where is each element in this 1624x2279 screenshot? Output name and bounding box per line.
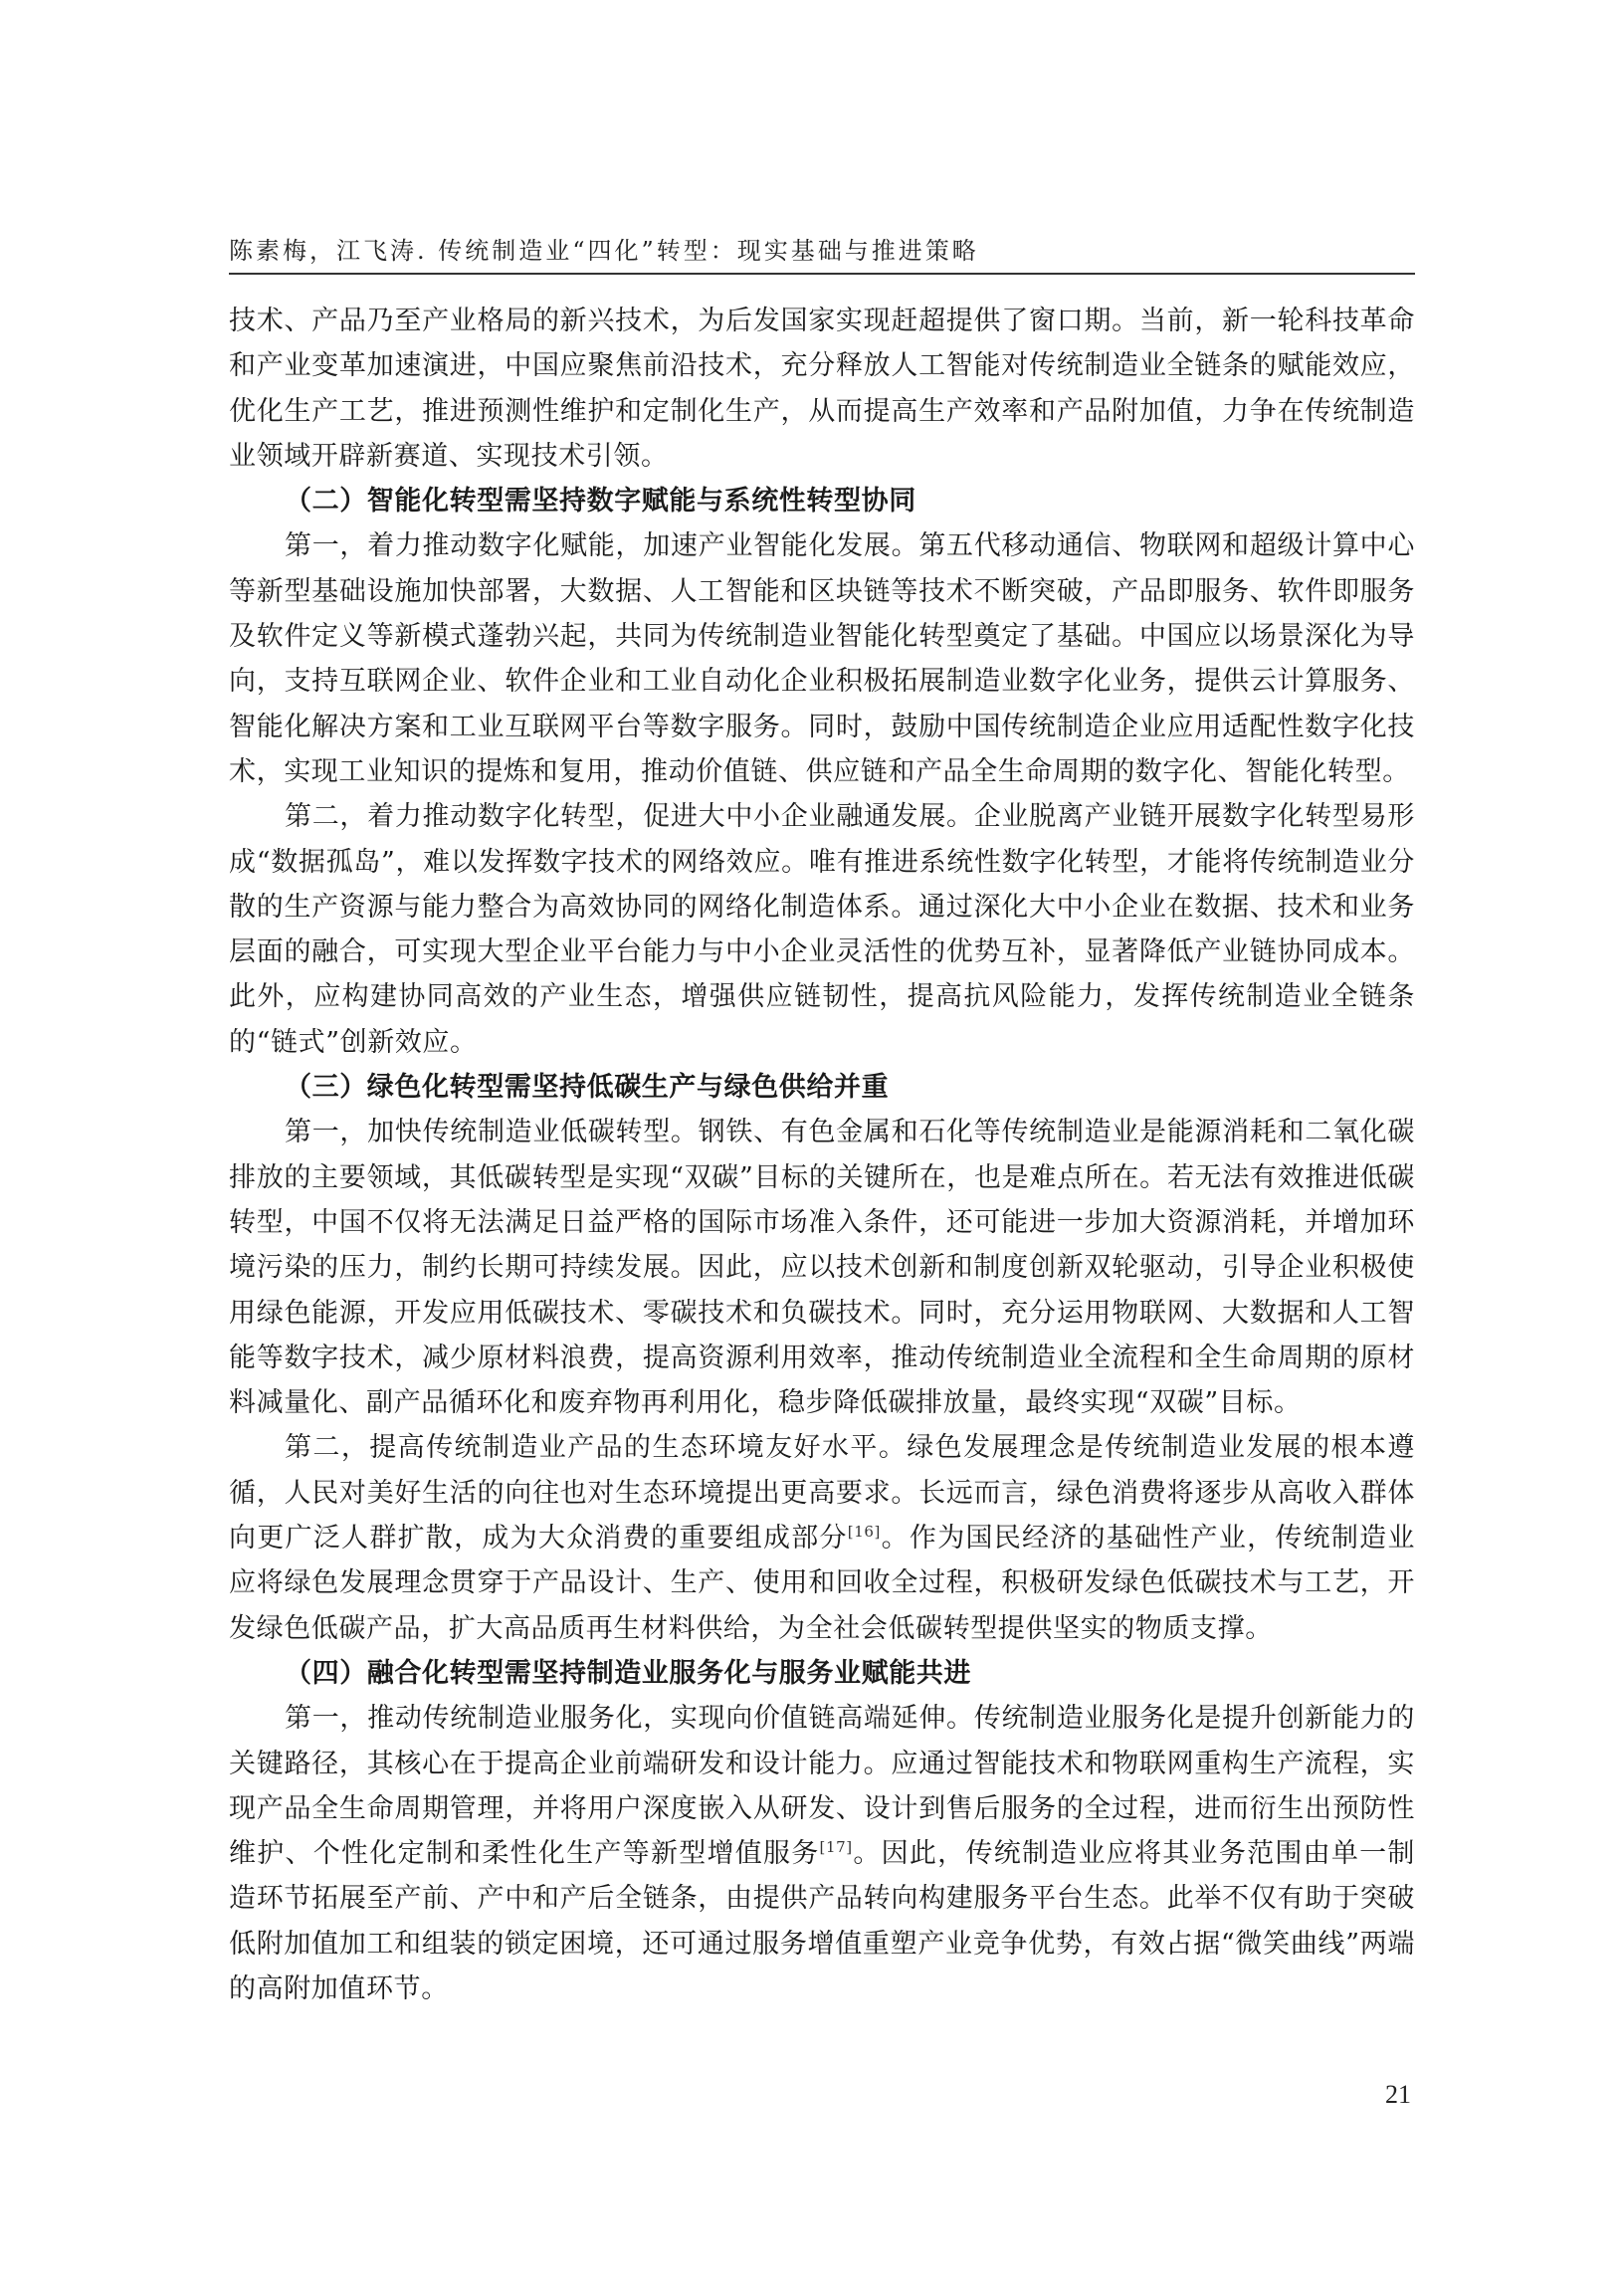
paragraph-digital-transformation: 第二，着力推动数字化转型，促进大中小企业融通发展。企业脱离产业链开展数字化转型易形成“数据孤岛”，难以发挥数字技术的网络效应。唯有推进系统性数字化转型，才能将传统制造业分散的生产资源与能力整合为高效协同的网络化制造体系。通过深化大中小企业在数据、技术和业务层面的融合，可实现大型企业平台能力与中小企业灵活性的优势互补，显著降低产业链协同成本。此外，应构建协同高效的产业生态，增强供应链韧性，提高抗风险能力，发挥传统制造业全链条的“链式”创新效应。 bbox=[229, 801, 1415, 1058]
paragraph-continuation: 技术、产品乃至产业格局的新兴技术，为后发国家实现赶超提供了窗口期。当前，新一轮科技革命和产业变革加速演进，中国应聚焦前沿技术，充分释放人工智能对传统制造业全链条的赋能效应，优化生产工艺，推进预测性维护和定制化生产，从而提高生产效率和产品附加值，力争在传统制造业领域开辟新赛道、实现技术引领。 bbox=[229, 306, 1415, 472]
paragraph-low-carbon: 第一，加快传统制造业低碳转型。钢铁、有色金属和石化等传统制造业是能源消耗和二氧化碳排放的主要领域，其低碳转型是实现“双碳”目标的关键所在，也是难点所在。若无法有效推进低碳转型，中国不仅将无法满足日益严格的国际市场准入条件，还可能进一步加大资源消耗，并增加环境污染的压力，制约长期可持续发展。因此，应以技术创新和制度创新双轮驱动，引导企业积极使用绿色能源，开发应用低碳技术、零碳技术和负碳技术。同时，充分运用物联网、大数据和人工智能等数字技术，减少原材料浪费，提高资源利用效率，推动传统制造业全流程和全生命周期的原材料减量化、副产品循环化和废弃物再利用化，稳步降低碳排放量，最终实现“双碳”目标。 bbox=[229, 1117, 1415, 1419]
paragraph-text: 。因此，传统制造业应将其业务范围由单一制造环节拓展至产前、产中和产后全链条，由提供产品转向构建服务平台生态。此举不仅有助于突破低附加值加工和组装的锁定困境，还可通过服务增值重塑产业竞争优势，有效占据“微笑曲线”两端的高附加值环节。 bbox=[229, 1838, 1415, 2004]
section-heading-intelligent: （二）智能化转型需坚持数字赋能与系统性转型协同 bbox=[285, 486, 916, 518]
paragraph-text: 第二，提高传统制造业产品的生态环境友好水平。绿色发展理念是传统制造业发展的根本遵循，人民对美好生活的向往也对生态环境提出更高要求。长远而言，绿色消费将逐步从高收入群体向更广泛人群扩散，成为大众消费的重要组成部分 bbox=[229, 1432, 1415, 1554]
section-heading-integration: （四）融合化转型需坚持制造业服务化与服务业赋能共进 bbox=[285, 1657, 971, 1689]
article-body bbox=[229, 299, 1415, 2011]
section-heading-green: （三）绿色化转型需坚持低碳生产与绿色供给并重 bbox=[285, 1072, 890, 1104]
citation-16[interactable]: [16] bbox=[847, 1523, 881, 1542]
citation-17[interactable]: [17] bbox=[819, 1838, 853, 1857]
paragraph-eco-friendly bbox=[229, 1425, 1415, 1650]
paragraph-text: 。作为国民经济的基础性产业，传统制造业应将绿色发展理念贯穿于产品设计、生产、使用和回收全过程，积极研发绿色低碳技术与工艺，开发绿色低碳产品，扩大高品质再生材料供给，为全社会低碳转型提供坚实的物质支撑。 bbox=[229, 1523, 1415, 1644]
paragraph-text: 第一，推动传统制造业服务化，实现向价值链高端延伸。传统制造业服务化是提升创新能力的关键路径，其核心在于提高企业前端研发和设计能力。应通过智能技术和物联网重构生产流程，实现产品全生命周期管理，并将用户深度嵌入从研发、设计到售后服务的全过程，进而衍生出预防性维护、个性化定制和柔性化生产等新型增值服务 bbox=[229, 1703, 1415, 1870]
running-header bbox=[229, 231, 1415, 275]
running-title: 陈素梅，江飞涛. 传统制造业“四化”转型：现实基础与推进策略 bbox=[229, 237, 979, 265]
paragraph-servitization bbox=[229, 1696, 1415, 2011]
page-number: 21 bbox=[1385, 2080, 1411, 2109]
paragraph-digital-empowerment: 第一，着力推动数字化赋能，加速产业智能化发展。第五代移动通信、物联网和超级计算中心等新型基础设施加快部署，大数据、人工智能和区块链等技术不断突破，产品即服务、软件即服务及软件定义等新模式蓬勃兴起，共同为传统制造业智能化转型奠定了基础。中国应以场景深化为导向，支持互联网企业、软件企业和工业自动化企业积极拓展制造业数字化业务，提供云计算服务、智能化解决方案和工业互联网平台等数字服务。同时，鼓励中国传统制造企业应用适配性数字化技术，实现工业知识的提炼和复用，推动价值链、供应链和产品全生命周期的数字化、智能化转型。 bbox=[229, 530, 1415, 787]
